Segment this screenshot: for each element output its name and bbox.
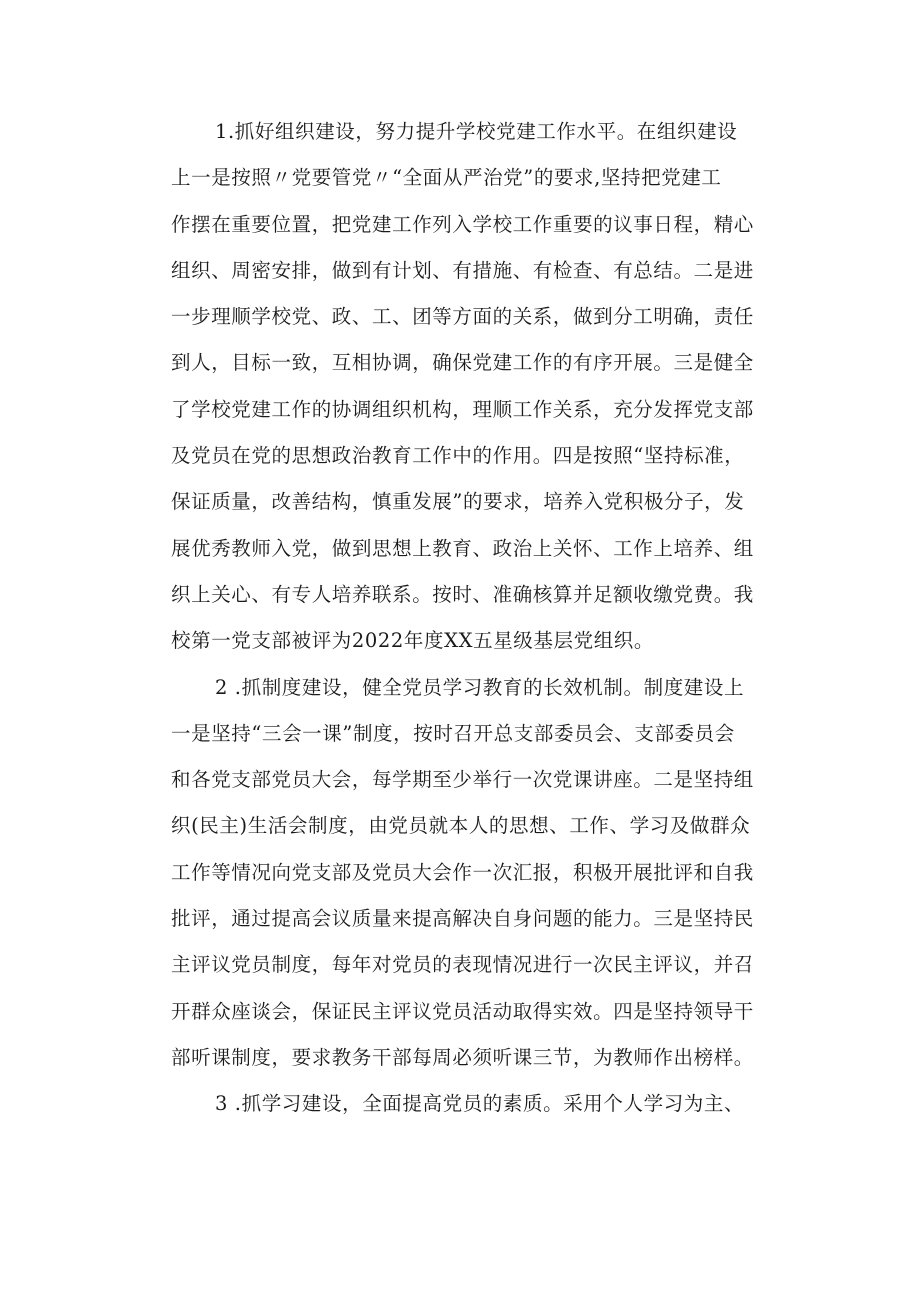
text-line: 工作等情况向党支部及党员大会作一次汇报，积极开展批评和自我 (171, 860, 754, 884)
text-line: 到人，目标一致，互相协调，确保党建工作的有序开展。三是健全 (171, 351, 754, 375)
text-line: 展优秀教师入党，做到思想上教育、政治上关怀、工作上培养、组 (171, 536, 754, 560)
text-line: 了学校党建工作的协调组织机构，理顺工作关系，充分发挥党支部 (171, 397, 754, 421)
text-line: 织(民主)生活会制度，由党员就本人的思想、工作、学习及做群众 (171, 814, 751, 838)
text-line: 部听课制度，要求教务干部每周必须听课三节，为教师作出榜样。 (171, 1045, 754, 1069)
text-line: 组织、周密安排，做到有计划、有措施、有检查、有总结。二是进 (171, 258, 754, 282)
text-line: 开群众座谈会，保证民主评议党员活动取得实效。四是坚持领导干 (171, 999, 754, 1023)
text-line: 织上关心、有专人培养联系。按时、准确核算并足额收缴党费。我 (171, 582, 754, 606)
text-line: 一是坚持“三会一课”制度，按时召开总支部委员会、支部委员会 (171, 721, 735, 745)
text-line: 作摆在重要位置，把党建工作列入学校工作重要的议事日程，精心 (171, 212, 754, 236)
paragraph-organization-building (171, 109, 763, 665)
text-line: 3 .抓学习建设，全面提高党员的素质。采用个人学习为主、 (215, 1092, 745, 1116)
text-line: 一步理顺学校党、政、工、团等方面的关系，做到分工明确，责任 (171, 305, 754, 329)
text-line: 主评议党员制度，每年对党员的表现情况进行一次民主评议，并召 (171, 953, 754, 977)
text-line: 1.抓好组织建设，努力提升学校党建工作水平。在组织建设 (215, 120, 738, 143)
text-line: 上一是按照〃党要管党〃“全面从严治党”的要求,坚持把党建工 (171, 166, 722, 190)
text-line: 批评，通过提高会议质量来提高解决自身问题的能力。三是坚持民 (171, 907, 754, 931)
document-body (171, 109, 763, 1128)
text-line: 及党员在党的思想政治教育工作中的作用。四是按照“坚持标准， (171, 444, 745, 468)
text-line: 校第一党支部被评为2022年度XX五星级基层党组织。 (171, 629, 654, 653)
text-line: 2 .抓制度建设，健全党员学习教育的长效机制。制度建设上 (215, 675, 745, 699)
text-line: 保证质量，改善结构，慎重发展”的要求，培养入党积极分子，发 (171, 490, 745, 514)
paragraph-system-building (171, 665, 763, 1082)
text-line: 和各党支部党员大会，每学期至少举行一次党课讲座。二是坚持组 (171, 768, 754, 792)
paragraph-study-building (171, 1081, 763, 1127)
